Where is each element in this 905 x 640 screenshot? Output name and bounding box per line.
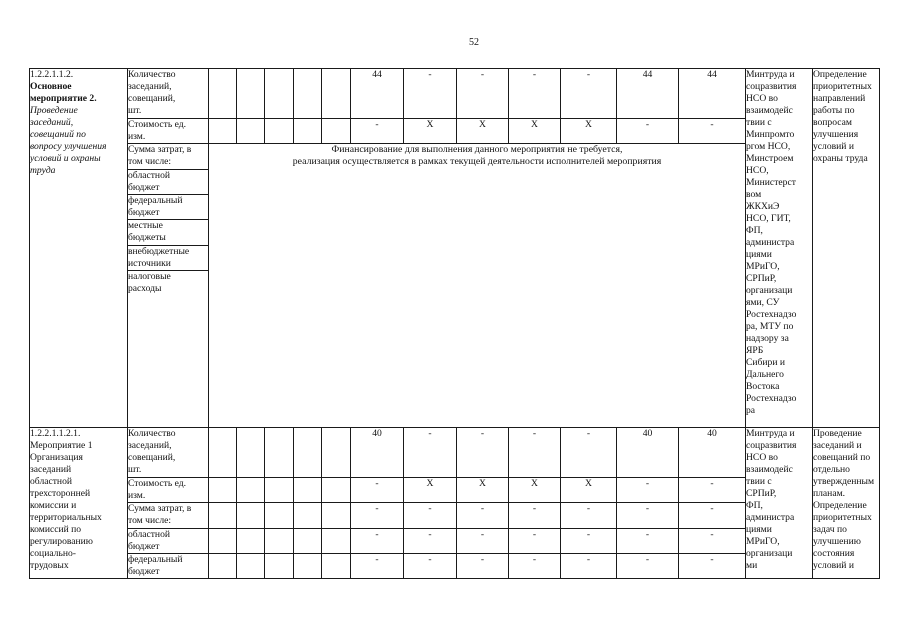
indicator-value: -: [617, 529, 679, 554]
indicator-value: -: [509, 69, 561, 119]
indicator-value: X: [404, 119, 457, 144]
empty-cell: [209, 503, 237, 529]
empty-cell: [209, 529, 237, 554]
indicator-label: Стоимость ед. изм.: [128, 478, 209, 503]
indicator-value: -: [404, 69, 457, 119]
program-table: [29, 68, 880, 579]
indicator-value: -: [679, 119, 746, 144]
indicator-value: -: [351, 478, 404, 503]
indicator-value: X: [404, 478, 457, 503]
empty-cell: [237, 119, 265, 144]
result-cell: Проведение заседаний и совещаний по отдельно утвержденным планам. Определение приоритетных задач по улучшению состояния условий и: [813, 428, 880, 579]
indicator-value: -: [457, 69, 509, 119]
finance-label: федеральный бюджет: [128, 195, 209, 220]
indicator-value: -: [617, 119, 679, 144]
indicator-value: X: [561, 119, 617, 144]
indicator-value: -: [509, 428, 561, 478]
empty-cell: [322, 478, 351, 503]
empty-cell: [294, 428, 322, 478]
executors-cell: Минтруда и соцразвития НСО во взаимодейс твии с Минпромто ргом НСО, Минстроем НСО, Министерст вом ЖКХиЭ НСО, ГИТ, ФП, администра циями МРиГО, СРПиР, организаци ями, СУ Ростехнадзо ра, МТУ по надзору за ЯРБ Сибири и Дальнего Востока Ростехнадзо ра: [746, 69, 813, 428]
empty-cell: [322, 554, 351, 579]
empty-cell: [265, 119, 294, 144]
item-name: Мероприятие 1 Организация заседаний областной трехсторонней комиссии и территориальных комиссий по регулированию социально- трудовых: [30, 440, 102, 571]
indicator-value: -: [617, 478, 679, 503]
indicator-value: -: [679, 554, 746, 579]
indicator-value: 44: [679, 69, 746, 119]
indicator-value: -: [351, 119, 404, 144]
finance-label: налоговые расходы: [128, 271, 209, 428]
table-row: [30, 428, 880, 478]
indicator-value: -: [404, 503, 457, 529]
indicator-label: Стоимость ед. изм.: [128, 119, 209, 144]
indicator-value: -: [617, 503, 679, 529]
empty-cell: [294, 119, 322, 144]
indicator-value: -: [457, 529, 509, 554]
indicator-label: Количество заседаний, совещаний, шт.: [128, 69, 209, 119]
indicator-value: 40: [679, 428, 746, 478]
indicator-value: 44: [351, 69, 404, 119]
indicator-value: -: [404, 428, 457, 478]
empty-cell: [265, 529, 294, 554]
page-number: 52: [469, 37, 479, 48]
empty-cell: [294, 554, 322, 579]
indicator-value: -: [404, 529, 457, 554]
finance-label: внебюджетные источники: [128, 246, 209, 271]
finance-label: областной бюджет: [128, 170, 209, 195]
indicator-value: -: [457, 554, 509, 579]
indicator-value: 40: [617, 428, 679, 478]
result-cell: Определение приоритетных направлений работы по вопросам улучшения условий и охраны труда: [813, 69, 880, 428]
table-row: [30, 69, 880, 119]
item-code: 1.2.2.1.1.2.1.: [30, 428, 81, 439]
executors-cell: Минтруда и соцразвития НСО во взаимодейс твии с СРПиР, ФП, администра циями МРиГО, организаци ми: [746, 428, 813, 579]
item-title: Основное мероприятие 2.: [30, 81, 97, 104]
empty-cell: [237, 69, 265, 119]
indicator-value: -: [509, 503, 561, 529]
empty-cell: [265, 554, 294, 579]
indicator-value: 44: [617, 69, 679, 119]
indicator-value: 40: [351, 428, 404, 478]
empty-cell: [265, 503, 294, 529]
indicator-value: -: [561, 554, 617, 579]
empty-cell: [209, 119, 237, 144]
empty-cell: [322, 119, 351, 144]
indicator-value: -: [351, 503, 404, 529]
empty-cell: [237, 428, 265, 478]
item-description: Проведение заседаний, совещаний по вопросу улучшения условий и охраны труда: [30, 105, 107, 176]
indicator-value: -: [679, 503, 746, 529]
indicator-label: федеральный бюджет: [128, 554, 209, 579]
indicator-value: -: [679, 529, 746, 554]
indicator-value: -: [351, 529, 404, 554]
empty-cell: [209, 428, 237, 478]
indicator-value: -: [617, 554, 679, 579]
empty-cell: [294, 529, 322, 554]
empty-cell: [294, 503, 322, 529]
empty-cell: [294, 478, 322, 503]
indicator-value: -: [561, 428, 617, 478]
item-code: 1.2.2.1.1.2.: [30, 69, 74, 80]
indicator-value: X: [457, 119, 509, 144]
empty-cell: [265, 428, 294, 478]
empty-cell: [322, 69, 351, 119]
indicator-value: X: [561, 478, 617, 503]
indicator-label: областной бюджет: [128, 529, 209, 554]
indicator-value: -: [561, 503, 617, 529]
item-cell: [30, 69, 128, 428]
indicator-label: Сумма затрат, в том числе:: [128, 503, 209, 529]
indicator-value: -: [561, 69, 617, 119]
empty-cell: [322, 503, 351, 529]
indicator-value: -: [561, 529, 617, 554]
indicator-value: -: [457, 503, 509, 529]
indicator-value: -: [679, 478, 746, 503]
indicator-value: -: [404, 554, 457, 579]
empty-cell: [265, 478, 294, 503]
finance-label: местные бюджеты: [128, 220, 209, 246]
indicator-value: -: [509, 529, 561, 554]
empty-cell: [322, 428, 351, 478]
indicator-value: X: [509, 478, 561, 503]
indicator-label: Количество заседаний, совещаний, шт.: [128, 428, 209, 478]
empty-cell: [237, 554, 265, 579]
empty-cell: [209, 478, 237, 503]
empty-cell: [322, 529, 351, 554]
indicator-value: X: [509, 119, 561, 144]
finance-label: Сумма затрат, в том числе:: [128, 144, 209, 170]
finance-note: Финансирование для выполнения данного мероприятия не требуется, реализация осуществляется в рамках текущей деятельности исполнителей мероприятия: [209, 144, 746, 428]
indicator-value: X: [457, 478, 509, 503]
indicator-value: -: [509, 554, 561, 579]
empty-cell: [209, 69, 237, 119]
empty-cell: [294, 69, 322, 119]
empty-cell: [237, 503, 265, 529]
indicator-value: -: [351, 554, 404, 579]
empty-cell: [265, 69, 294, 119]
empty-cell: [209, 554, 237, 579]
indicator-value: -: [457, 428, 509, 478]
empty-cell: [237, 478, 265, 503]
item-cell: [30, 428, 128, 579]
empty-cell: [237, 529, 265, 554]
